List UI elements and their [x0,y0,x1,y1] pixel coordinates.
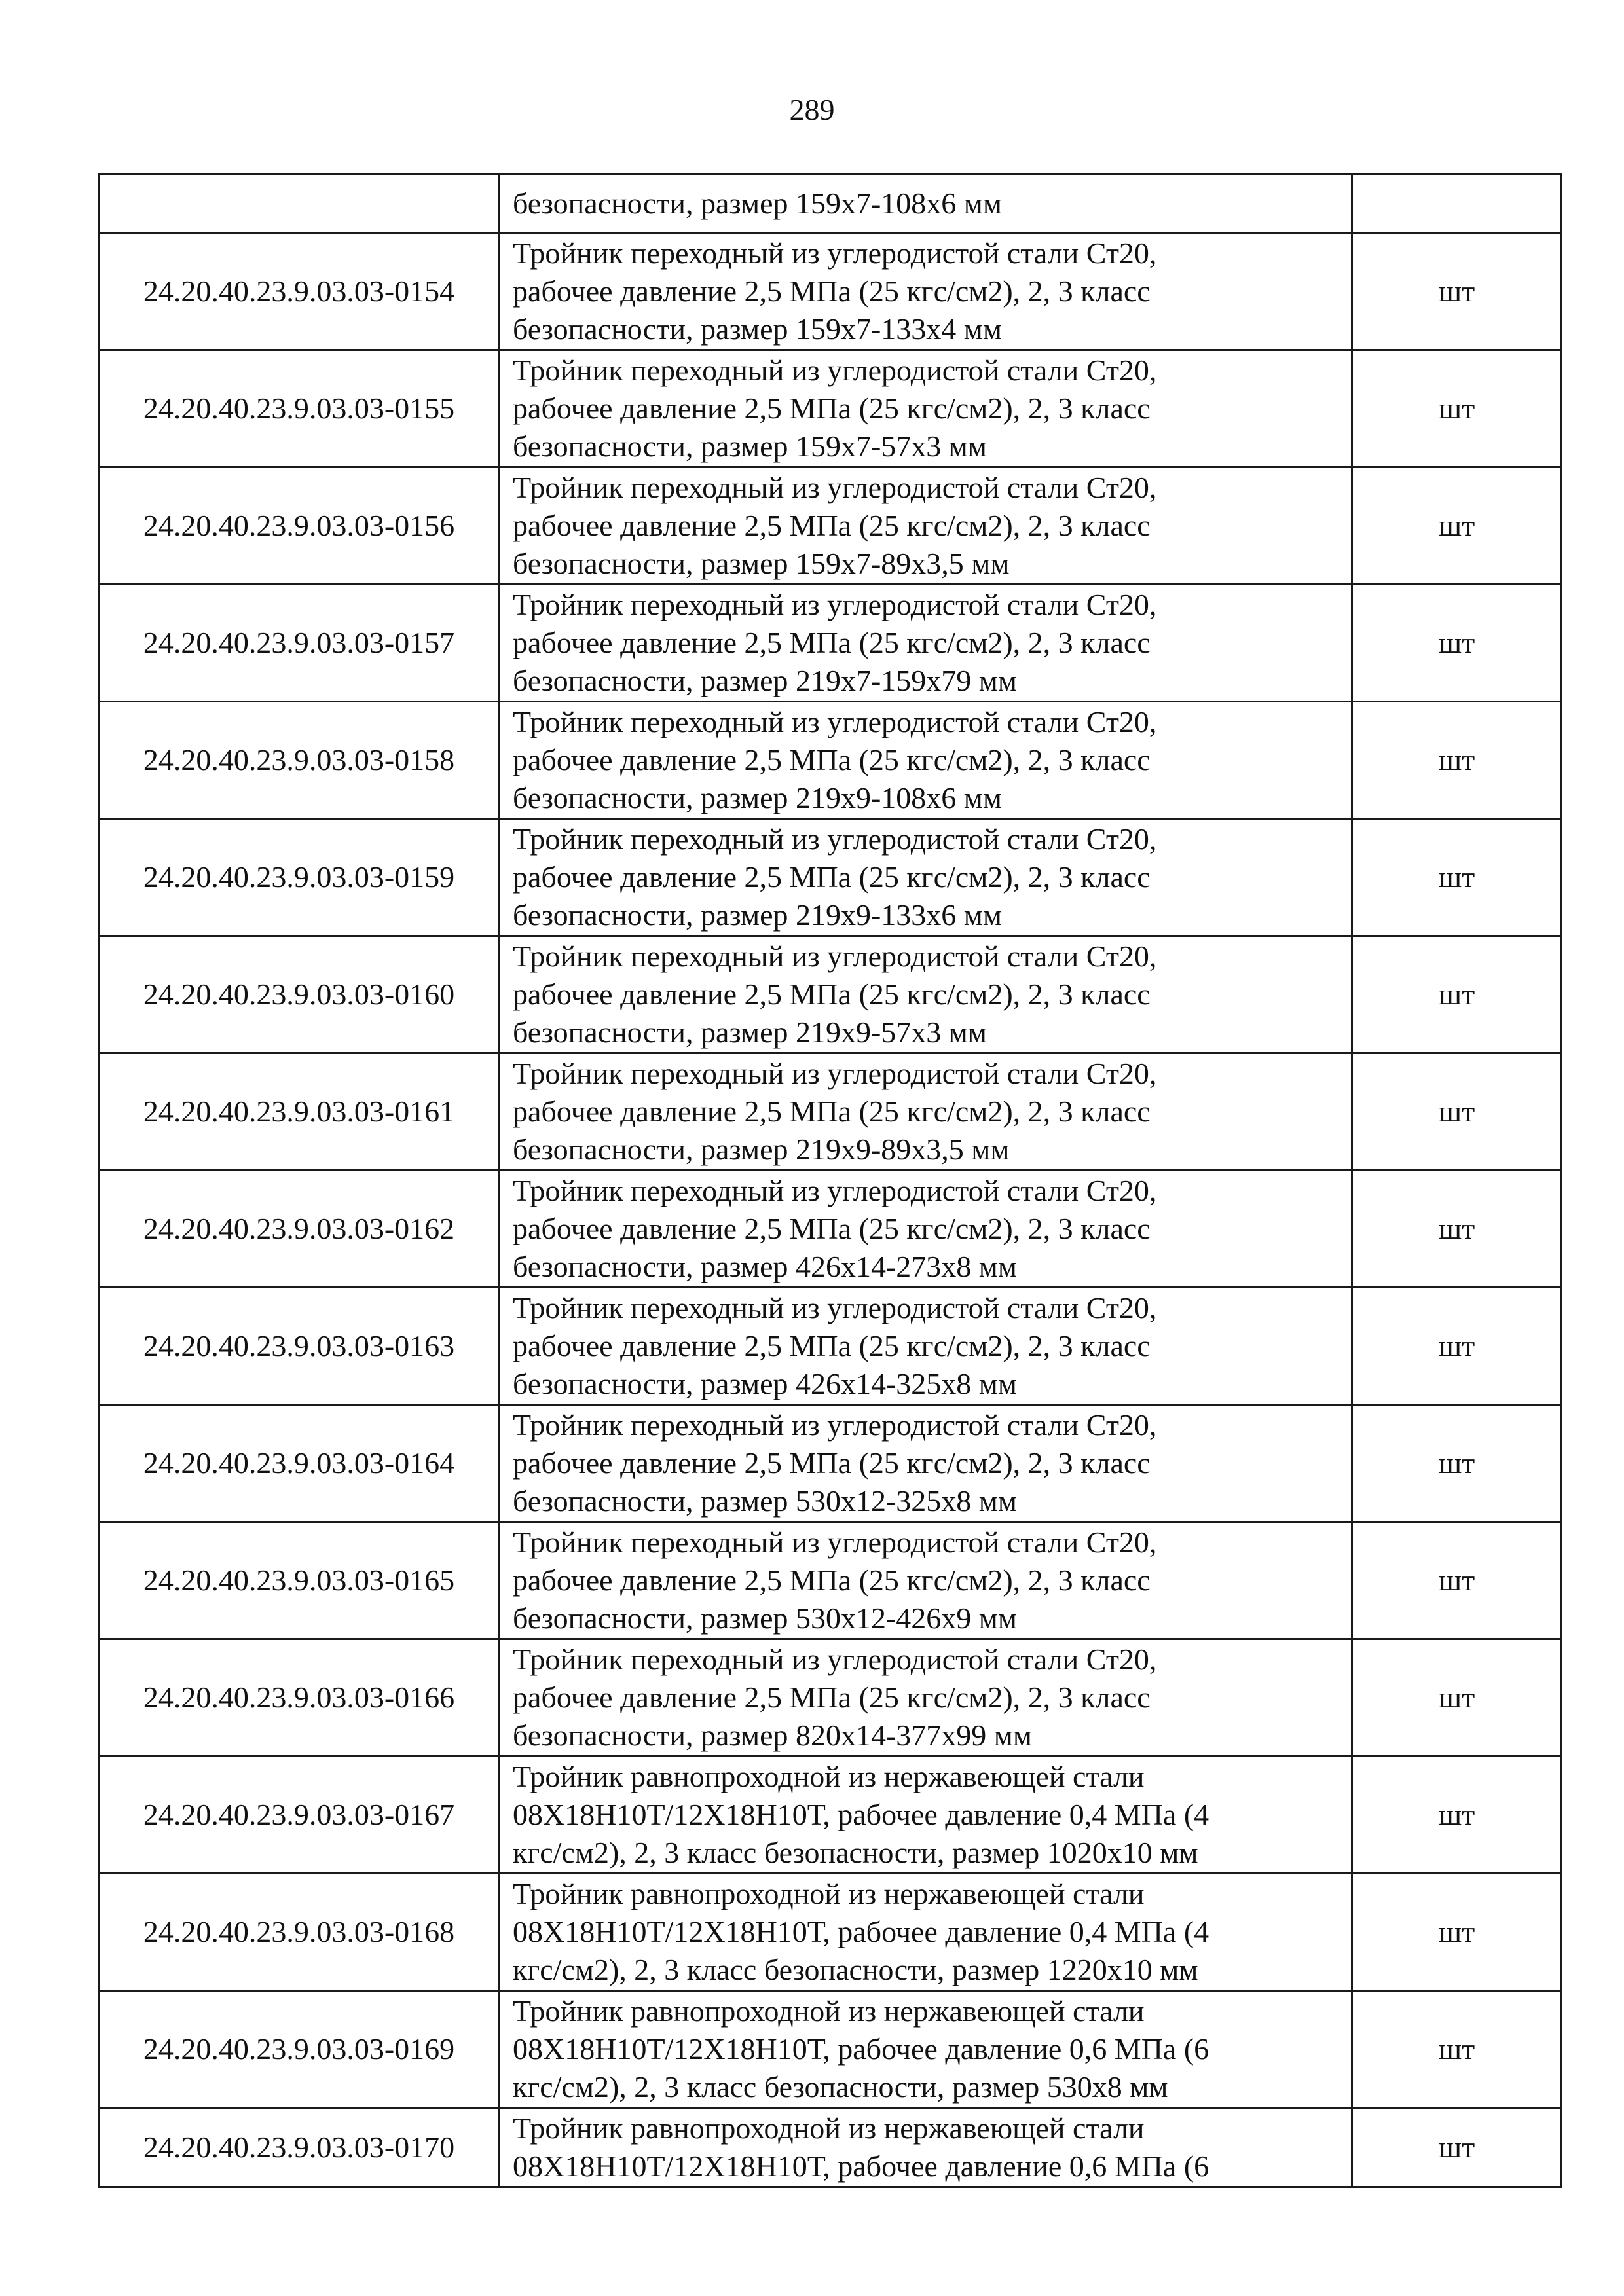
description-line: рабочее давление 2,5 МПа (25 кгс/см2), 2, 3 класс [513,1446,1151,1480]
description-line: 08Х18Н10Т/12Х18Н10Т, рабочее давление 0,6 МПа (6 [513,2032,1209,2066]
item-unit: шт [1352,702,1562,819]
item-unit: шт [1352,936,1562,1053]
description-line: безопасности, размер 219х7-159х79 мм [513,664,1018,697]
description-line: безопасности, размер 159х7-89х3,5 мм [513,547,1010,580]
table-row [100,1522,1562,1639]
table-row [100,585,1562,702]
description-line: 08Х18Н10Т/12Х18Н10Т, рабочее давление 0,6 МПа (6 [513,2149,1209,2183]
item-code: 24.20.40.23.9.03.03-0159 [100,819,499,936]
description-line: рабочее давление 2,5 МПа (25 кгс/см2), 2, 3 класс [513,977,1151,1011]
description-line: Тройник переходный из углеродистой стали Ст20, [513,236,1157,270]
description-line: рабочее давление 2,5 МПа (25 кгс/см2), 2, 3 класс [513,509,1151,542]
item-unit: шт [1352,819,1562,936]
item-unit: шт [1352,1639,1562,1757]
table-row [100,1405,1562,1522]
item-code: 24.20.40.23.9.03.03-0168 [100,1874,499,1991]
item-unit: шт [1352,1405,1562,1522]
item-description [499,350,1352,467]
table-row [100,1288,1562,1405]
description-line: рабочее давление 2,5 МПа (25 кгс/см2), 2, 3 класс [513,392,1151,425]
table-row [100,702,1562,819]
item-description [499,1171,1352,1288]
item-unit: шт [1352,233,1562,350]
item-unit: шт [1352,585,1562,702]
item-description [499,1757,1352,1874]
item-description [499,1053,1352,1171]
description-line: кгс/см2), 2, 3 класс безопасности, размер 1020х10 мм [513,1836,1198,1869]
item-unit: шт [1352,467,1562,585]
table-row [100,1757,1562,1874]
page-number: 289 [789,93,835,126]
description-line: Тройник равнопроходной из нержавеющей стали [513,1877,1145,1910]
item-code: 24.20.40.23.9.03.03-0166 [100,1639,499,1757]
item-code: 24.20.40.23.9.03.03-0157 [100,585,499,702]
item-description [499,1874,1352,1991]
item-description [499,702,1352,819]
description-line: Тройник переходный из углеродистой стали Ст20, [513,588,1157,621]
item-unit: шт [1352,1757,1562,1874]
table-row [100,1053,1562,1171]
table-row [100,936,1562,1053]
item-description [499,175,1352,233]
table-row [100,1874,1562,1991]
description-line: Тройник переходный из углеродистой стали Ст20, [513,939,1157,973]
item-description [499,819,1352,936]
item-description [499,467,1352,585]
description-line: рабочее давление 2,5 МПа (25 кгс/см2), 2, 3 класс [513,274,1151,308]
description-line: Тройник переходный из углеродистой стали Ст20, [513,1643,1157,1676]
item-unit: шт [1352,1171,1562,1288]
description-line: кгс/см2), 2, 3 класс безопасности, размер 530х8 мм [513,2070,1168,2104]
item-unit [1352,175,1562,233]
description-line: рабочее давление 2,5 МПа (25 кгс/см2), 2, 3 класс [513,1329,1151,1362]
description-line: безопасности, размер 219х9-133х6 мм [513,898,1003,932]
item-code: 24.20.40.23.9.03.03-0169 [100,1991,499,2108]
item-description [499,1639,1352,1757]
item-unit: шт [1352,1991,1562,2108]
table-row [100,467,1562,585]
description-line: Тройник переходный из углеродистой стали Ст20, [513,1057,1157,1090]
table-row [100,350,1562,467]
table-body [100,175,1562,2187]
description-line: безопасности, размер 530х12-426х9 мм [513,1601,1018,1635]
description-line: Тройник переходный из углеродистой стали Ст20, [513,471,1157,504]
item-unit: шт [1352,1874,1562,1991]
item-code: 24.20.40.23.9.03.03-0155 [100,350,499,467]
item-code: 24.20.40.23.9.03.03-0156 [100,467,499,585]
item-code: 24.20.40.23.9.03.03-0162 [100,1171,499,1288]
table-row [100,1639,1562,1757]
description-line: безопасности, размер 219х9-89х3,5 мм [513,1133,1010,1166]
description-line: безопасности, размер 159х7-108х6 мм [513,187,1003,220]
description-line: 08Х18Н10Т/12Х18Н10Т, рабочее давление 0,4 МПа (4 [513,1915,1209,1948]
description-line: безопасности, размер 426х14-273х8 мм [513,1250,1018,1283]
table-row [100,175,1562,233]
description-line: Тройник переходный из углеродистой стали Ст20, [513,705,1157,738]
item-description [499,1405,1352,1522]
description-line: безопасности, размер 530х12-325х8 мм [513,1484,1018,1518]
table-row [100,1991,1562,2108]
item-code: 24.20.40.23.9.03.03-0158 [100,702,499,819]
description-line: рабочее давление 2,5 МПа (25 кгс/см2), 2, 3 класс [513,626,1151,659]
description-line: Тройник равнопроходной из нержавеющей стали [513,1760,1145,1793]
table-row [100,2108,1562,2187]
item-description [499,585,1352,702]
specification-table [98,173,1562,2188]
description-line: Тройник переходный из углеродистой стали Ст20, [513,1525,1157,1559]
description-line: Тройник переходный из углеродистой стали Ст20, [513,1174,1157,1207]
item-code [100,175,499,233]
description-line: безопасности, размер 219х9-108х6 мм [513,781,1003,814]
description-line: рабочее давление 2,5 МПа (25 кгс/см2), 2, 3 класс [513,1563,1151,1597]
description-line: рабочее давление 2,5 МПа (25 кгс/см2), 2, 3 класс [513,743,1151,776]
description-line: рабочее давление 2,5 МПа (25 кгс/см2), 2, 3 класс [513,1095,1151,1128]
description-line: Тройник равнопроходной из нержавеющей стали [513,2111,1145,2145]
description-line: безопасности, размер 159х7-57х3 мм [513,429,987,463]
item-description [499,233,1352,350]
item-unit: шт [1352,350,1562,467]
item-code: 24.20.40.23.9.03.03-0170 [100,2108,499,2187]
item-description [499,2108,1352,2187]
description-line: кгс/см2), 2, 3 класс безопасности, размер 1220х10 мм [513,1953,1198,1986]
item-unit: шт [1352,1288,1562,1405]
description-line: Тройник равнопроходной из нержавеющей стали [513,1994,1145,2028]
item-unit: шт [1352,2108,1562,2187]
item-unit: шт [1352,1053,1562,1171]
item-description [499,1288,1352,1405]
item-description [499,1522,1352,1639]
item-description [499,936,1352,1053]
item-description [499,1991,1352,2108]
item-code: 24.20.40.23.9.03.03-0167 [100,1757,499,1874]
description-line: безопасности, размер 820х14-377х99 мм [513,1719,1033,1752]
item-code: 24.20.40.23.9.03.03-0160 [100,936,499,1053]
description-line: Тройник переходный из углеродистой стали Ст20, [513,822,1157,856]
table-row [100,1171,1562,1288]
description-line: рабочее давление 2,5 МПа (25 кгс/см2), 2, 3 класс [513,1212,1151,1245]
description-line: безопасности, размер 159х7-133х4 мм [513,312,1003,346]
description-line: Тройник переходный из углеродистой стали Ст20, [513,354,1157,387]
description-line: безопасности, размер 219х9-57х3 мм [513,1015,987,1049]
item-code: 24.20.40.23.9.03.03-0163 [100,1288,499,1405]
description-line: Тройник переходный из углеродистой стали Ст20, [513,1408,1157,1442]
item-code: 24.20.40.23.9.03.03-0161 [100,1053,499,1171]
table-row [100,819,1562,936]
item-code: 24.20.40.23.9.03.03-0154 [100,233,499,350]
table-row [100,233,1562,350]
description-line: рабочее давление 2,5 МПа (25 кгс/см2), 2, 3 класс [513,860,1151,894]
description-line: 08Х18Н10Т/12Х18Н10Т, рабочее давление 0,4 МПа (4 [513,1798,1209,1831]
item-code: 24.20.40.23.9.03.03-0164 [100,1405,499,1522]
item-code: 24.20.40.23.9.03.03-0165 [100,1522,499,1639]
description-line: рабочее давление 2,5 МПа (25 кгс/см2), 2, 3 класс [513,1681,1151,1714]
description-line: Тройник переходный из углеродистой стали Ст20, [513,1291,1157,1324]
description-line: безопасности, размер 426х14-325х8 мм [513,1367,1018,1400]
item-unit: шт [1352,1522,1562,1639]
